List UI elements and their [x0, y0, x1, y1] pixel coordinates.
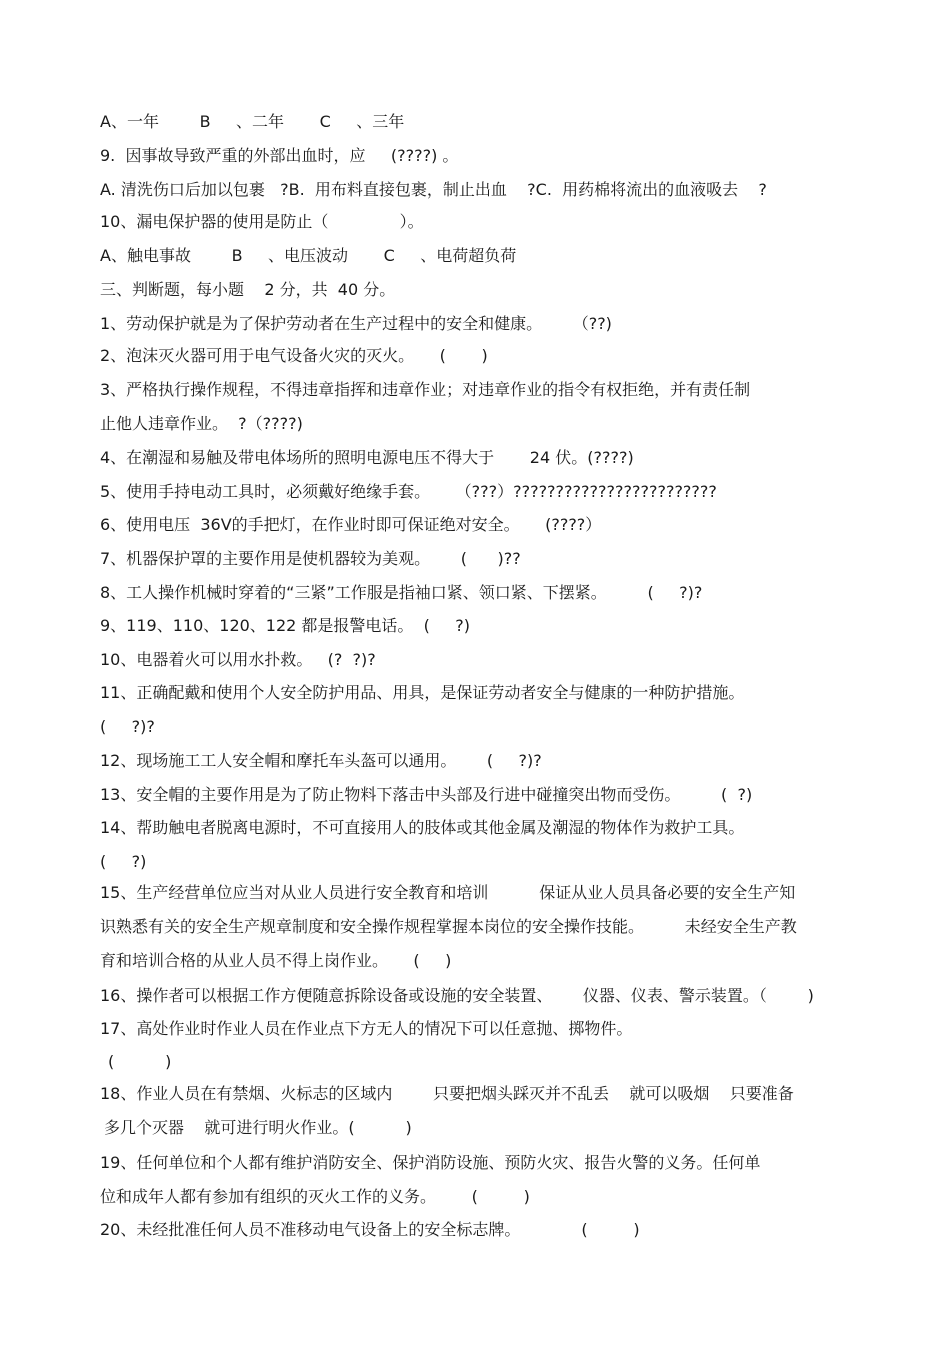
judgement-item-15-cont: 识熟悉有关的安全生产规章制度和安全操作规程掌握本岗位的安全操作技能。 未经安全生产教	[100, 917, 797, 936]
judgement-item-13: 13、安全帽的主要作用是为了防止物料下落击中头部及行进中碰撞突出物而受伤。 ( ?)	[100, 785, 753, 804]
judgement-item-1: 1、劳动保护就是为了保护劳动者在生产过程中的安全和健康。 （??)	[100, 314, 612, 333]
judgement-item-11-cont: ( ?)?	[100, 717, 155, 736]
judgement-item-9: 9、119、110、120、122 都是报警电话。 ( ?)	[100, 616, 471, 635]
judgement-item-6: 6、使用电压 36V的手把灯，在作业时即可保证绝对安全。 (????）	[100, 515, 602, 534]
judgement-item-12: 12、现场施工工人安全帽和摩托车头盔可以通用。 ( ?)?	[100, 751, 542, 770]
option-line-q9: A. 清洗伤口后加以包裹 ?B. 用布料直接包裹，制止出血 ?C. 用药棉将流出的血液吸去 ?	[100, 180, 767, 199]
question-9: 9. 因事故导致严重的外部出血时，应 (????) 。	[100, 146, 459, 165]
judgement-item-3-cont: 止他人违章作业。 ?（????)	[100, 414, 303, 433]
judgement-item-11: 11、正确配戴和使用个人安全防护用品、用具，是保证劳动者安全与健康的一种防护措施。	[100, 683, 745, 702]
judgement-item-20: 20、未经批准任何人员不准移动电气设备上的安全标志牌。 ( )	[100, 1220, 640, 1239]
judgement-item-17-cont: ( )	[108, 1052, 172, 1071]
judgement-item-19: 19、任何单位和个人都有维护消防安全、保护消防设施、预防火灾、报告火警的义务。任何单	[100, 1153, 761, 1172]
option-line-q8: A、一年 B 、二年 C 、三年	[100, 112, 405, 131]
judgement-item-3: 3、严格执行操作规程，不得违章指挥和违章作业；对违章作业的指令有权拒绝，并有责任制	[100, 380, 751, 399]
judgement-item-14-cont: ( ?)	[100, 852, 147, 871]
judgement-item-10: 10、电器着火可以用水扑救。 (? ?)?	[100, 650, 376, 669]
question-10: 10、漏电保护器的使用是防止（ ）。	[100, 212, 424, 231]
option-line-q10: A、触电事故 B 、电压波动 C 、电荷超负荷	[100, 246, 517, 265]
judgement-item-15-cont: 育和培训合格的从业人员不得上岗作业。 ( )	[100, 951, 452, 970]
judgement-item-5: 5、使用手持电动工具时，必须戴好绝缘手套。 （???）????????????????????????	[100, 482, 717, 501]
judgement-item-4: 4、在潮湿和易触及带电体场所的照明电源电压不得大于 24 伏。(????)	[100, 448, 634, 467]
section-heading-judgement: 三、判断题，每小题 2 分，共 40 分。	[100, 280, 396, 299]
judgement-item-2: 2、泡沫灭火器可用于电气设备火灾的灭火。 ( )	[100, 346, 488, 365]
judgement-item-16: 16、操作者可以根据工作方便随意拆除设备或设施的安全装置、 仪器、仪表、警示装置。（ )	[100, 986, 814, 1005]
judgement-item-18-cont: 多几个灭器 就可进行明火作业。( )	[104, 1118, 412, 1137]
judgement-item-19-cont: 位和成年人都有参加有组织的灭火工作的义务。 ( )	[100, 1187, 530, 1206]
judgement-item-8: 8、工人操作机械时穿着的“三紧”工作服是指袖口紧、领口紧、下摆紧。 ( ?)?	[100, 583, 703, 602]
judgement-item-17: 17、高处作业时作业人员在作业点下方无人的情况下可以任意抛、掷物件。	[100, 1019, 633, 1038]
judgement-item-14: 14、帮助触电者脱离电源时，不可直接用人的肢体或其他金属及潮湿的物体作为救护工具。	[100, 818, 745, 837]
judgement-item-15: 15、生产经营单位应当对从业人员进行安全教育和培训 保证从业人员具备必要的安全生产知	[100, 883, 796, 902]
judgement-item-18: 18、作业人员在有禁烟、火标志的区域内 只要把烟头踩灭并不乱丢 就可以吸烟 只要准备	[100, 1084, 794, 1103]
judgement-item-7: 7、机器保护罩的主要作用是使机器较为美观。 ( )??	[100, 549, 521, 568]
